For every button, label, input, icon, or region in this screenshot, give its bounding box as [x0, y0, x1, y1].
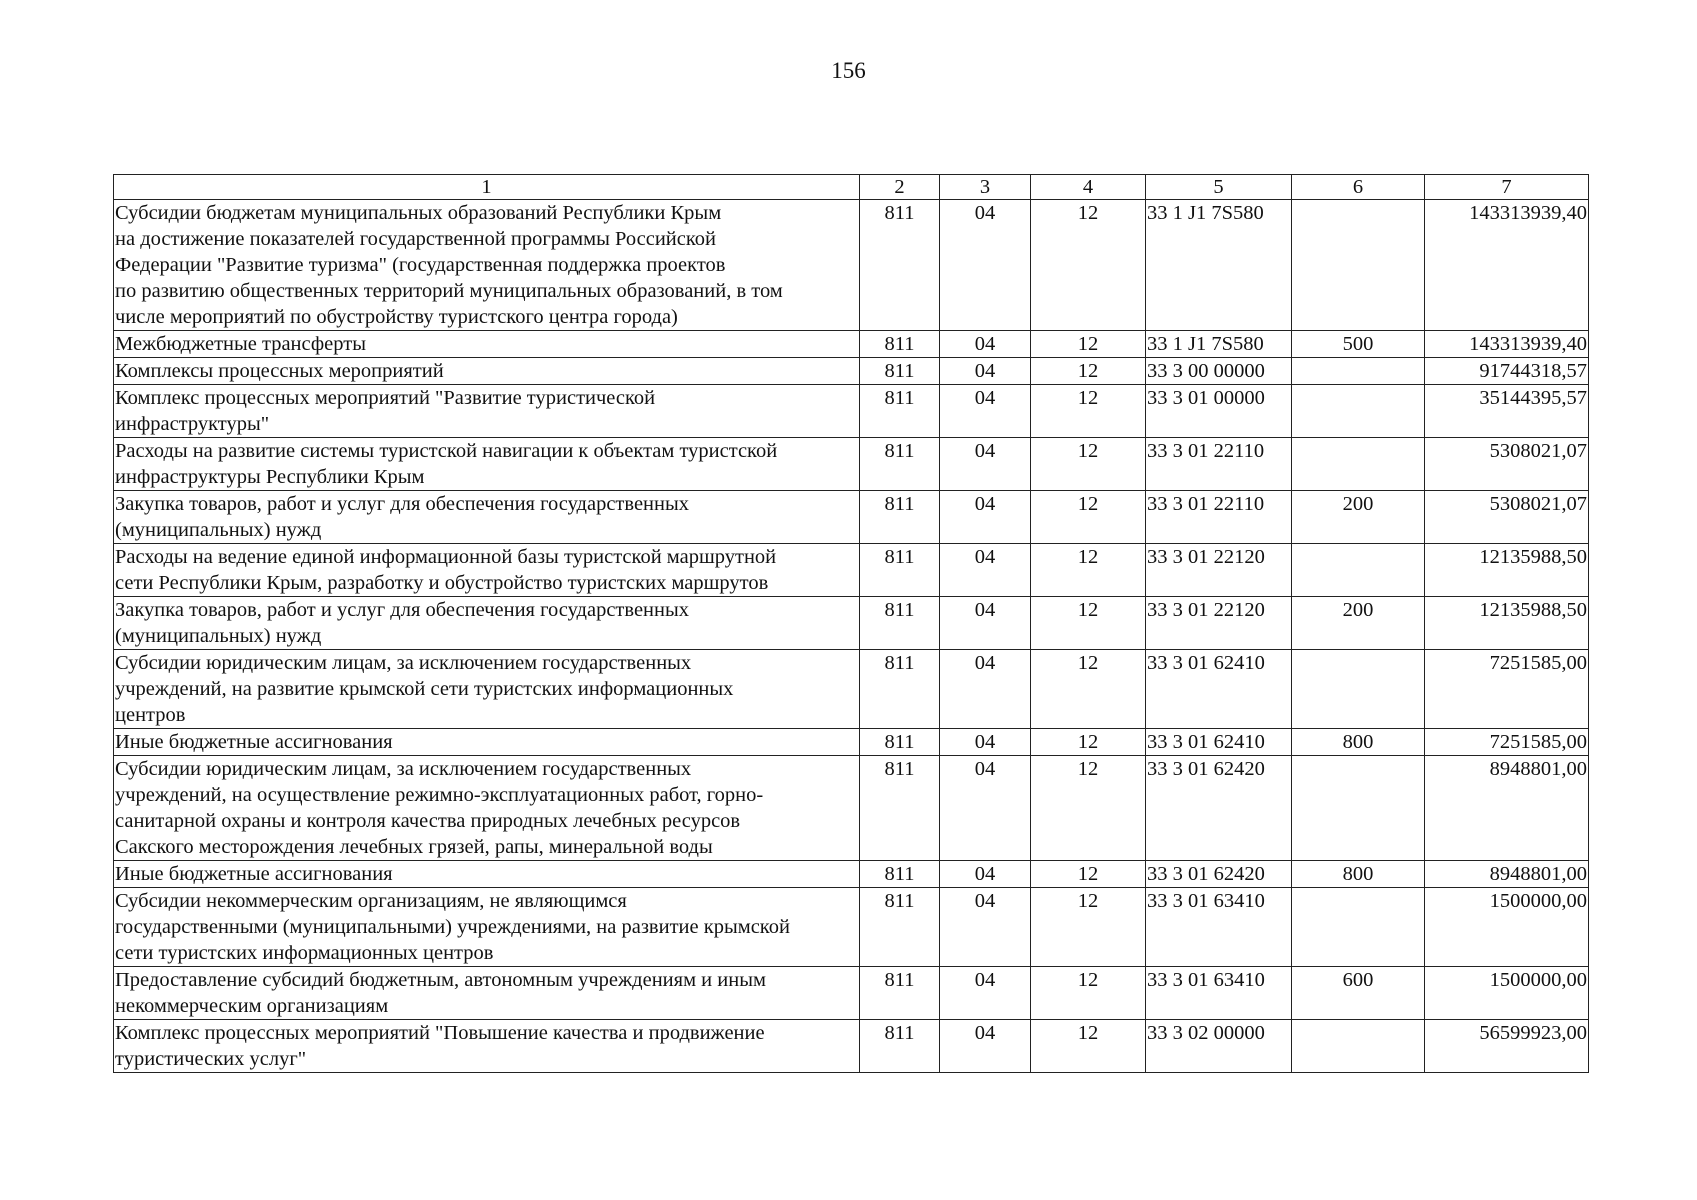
section-cell: 04	[940, 544, 1031, 597]
expense-type-cell	[1292, 200, 1425, 331]
subsection-cell: 12	[1031, 967, 1146, 1020]
expense-type-cell	[1292, 358, 1425, 385]
item-name-cell: Комплекс процессных мероприятий "Повышение качества и продвижение туристических услуг"	[114, 1020, 860, 1073]
target-article-cell: 33 3 01 62410	[1146, 650, 1292, 729]
section-cell: 04	[940, 967, 1031, 1020]
subsection-cell: 12	[1031, 888, 1146, 967]
subsection-cell: 12	[1031, 861, 1146, 888]
amount-cell: 7251585,00	[1425, 650, 1589, 729]
column-header: 5	[1146, 175, 1292, 200]
admin-code-cell: 811	[860, 385, 940, 438]
subsection-cell: 12	[1031, 385, 1146, 438]
target-article-cell: 33 1 J1 7S580	[1146, 200, 1292, 331]
column-header: 7	[1425, 175, 1589, 200]
column-header: 6	[1292, 175, 1425, 200]
amount-cell: 91744318,57	[1425, 358, 1589, 385]
target-article-cell: 33 3 01 22120	[1146, 544, 1292, 597]
item-name-cell: Комплекс процессных мероприятий "Развитие туристической инфраструктуры"	[114, 385, 860, 438]
target-article-cell: 33 3 01 62420	[1146, 861, 1292, 888]
subsection-cell: 12	[1031, 729, 1146, 756]
admin-code-cell: 811	[860, 544, 940, 597]
target-article-cell: 33 3 01 63410	[1146, 888, 1292, 967]
admin-code-cell: 811	[860, 200, 940, 331]
admin-code-cell: 811	[860, 861, 940, 888]
expense-type-cell	[1292, 888, 1425, 967]
section-cell: 04	[940, 385, 1031, 438]
item-name-cell: Иные бюджетные ассигнования	[114, 729, 860, 756]
section-cell: 04	[940, 200, 1031, 331]
expense-type-cell: 600	[1292, 967, 1425, 1020]
amount-cell: 12135988,50	[1425, 544, 1589, 597]
target-article-cell: 33 3 01 63410	[1146, 967, 1292, 1020]
admin-code-cell: 811	[860, 491, 940, 544]
table-row	[114, 491, 1589, 544]
admin-code-cell: 811	[860, 756, 940, 861]
item-name-cell: Субсидии юридическим лицам, за исключением государственных учреждений, на осуществление режимно-эксплуатационных работ, горно- санитарной охраны и контроля качества природных лечебных ресурсов Сакского месторождения лечебных грязей, рапы, минеральной воды	[114, 756, 860, 861]
section-cell: 04	[940, 1020, 1031, 1073]
section-cell: 04	[940, 756, 1031, 861]
section-cell: 04	[940, 491, 1031, 544]
table-row	[114, 888, 1589, 967]
amount-cell: 143313939,40	[1425, 331, 1589, 358]
target-article-cell: 33 3 01 62410	[1146, 729, 1292, 756]
expense-type-cell	[1292, 544, 1425, 597]
section-cell: 04	[940, 438, 1031, 491]
section-cell: 04	[940, 861, 1031, 888]
subsection-cell: 12	[1031, 544, 1146, 597]
expense-type-cell: 500	[1292, 331, 1425, 358]
section-cell: 04	[940, 650, 1031, 729]
subsection-cell: 12	[1031, 358, 1146, 385]
table-row	[114, 597, 1589, 650]
table-row	[114, 729, 1589, 756]
column-header: 2	[860, 175, 940, 200]
column-header: 3	[940, 175, 1031, 200]
subsection-cell: 12	[1031, 200, 1146, 331]
expense-type-cell	[1292, 438, 1425, 491]
budget-table	[113, 174, 1589, 1073]
expense-type-cell	[1292, 756, 1425, 861]
item-name-cell: Межбюджетные трансферты	[114, 331, 860, 358]
admin-code-cell: 811	[860, 438, 940, 491]
amount-cell: 8948801,00	[1425, 756, 1589, 861]
target-article-cell: 33 3 01 00000	[1146, 385, 1292, 438]
header-row	[114, 175, 1589, 200]
item-name-cell: Субсидии юридическим лицам, за исключением государственных учреждений, на развитие крымской сети туристских информационных центров	[114, 650, 860, 729]
table-row	[114, 861, 1589, 888]
item-name-cell: Закупка товаров, работ и услуг для обеспечения государственных (муниципальных) нужд	[114, 491, 860, 544]
target-article-cell: 33 3 02 00000	[1146, 1020, 1292, 1073]
amount-cell: 12135988,50	[1425, 597, 1589, 650]
target-article-cell: 33 3 01 22110	[1146, 491, 1292, 544]
table-row	[114, 1020, 1589, 1073]
item-name-cell: Иные бюджетные ассигнования	[114, 861, 860, 888]
item-name-cell: Субсидии некоммерческим организациям, не являющимся государственными (муниципальными) учреждениями, на развитие крымской сети туристских информационных центров	[114, 888, 860, 967]
item-name-cell: Расходы на развитие системы туристской навигации к объектам туристской инфраструктуры Республики Крым	[114, 438, 860, 491]
subsection-cell: 12	[1031, 491, 1146, 544]
amount-cell: 1500000,00	[1425, 967, 1589, 1020]
section-cell: 04	[940, 888, 1031, 967]
item-name-cell: Предоставление субсидий бюджетным, автономным учреждениям и иным некоммерческим организациям	[114, 967, 860, 1020]
page-number: 156	[831, 58, 866, 83]
section-cell: 04	[940, 729, 1031, 756]
amount-cell: 1500000,00	[1425, 888, 1589, 967]
subsection-cell: 12	[1031, 331, 1146, 358]
table-row	[114, 200, 1589, 331]
expense-type-cell: 800	[1292, 729, 1425, 756]
table-row	[114, 650, 1589, 729]
subsection-cell: 12	[1031, 1020, 1146, 1073]
expense-type-cell	[1292, 650, 1425, 729]
section-cell: 04	[940, 358, 1031, 385]
table-row	[114, 756, 1589, 861]
amount-cell: 143313939,40	[1425, 200, 1589, 331]
table-row	[114, 331, 1589, 358]
table-row	[114, 358, 1589, 385]
column-header: 4	[1031, 175, 1146, 200]
table-row	[114, 438, 1589, 491]
target-article-cell: 33 3 01 62420	[1146, 756, 1292, 861]
item-name-cell: Комплексы процессных мероприятий	[114, 358, 860, 385]
subsection-cell: 12	[1031, 650, 1146, 729]
amount-cell: 8948801,00	[1425, 861, 1589, 888]
amount-cell: 35144395,57	[1425, 385, 1589, 438]
section-cell: 04	[940, 597, 1031, 650]
expense-type-cell	[1292, 385, 1425, 438]
table-row	[114, 967, 1589, 1020]
item-name-cell: Расходы на ведение единой информационной базы туристской маршрутной сети Республики Крым, разработку и обустройство туристских маршрутов	[114, 544, 860, 597]
admin-code-cell: 811	[860, 967, 940, 1020]
amount-cell: 5308021,07	[1425, 491, 1589, 544]
admin-code-cell: 811	[860, 597, 940, 650]
table-header	[114, 175, 1589, 200]
item-name-cell: Субсидии бюджетам муниципальных образований Республики Крым на достижение показателей государственной программы Российской Федерации "Развитие туризма" (государственная поддержка проектов по развитию общественных территорий муниципальных образований, в том числе мероприятий по обустройству туристского центра города)	[114, 200, 860, 331]
target-article-cell: 33 3 00 00000	[1146, 358, 1292, 385]
subsection-cell: 12	[1031, 597, 1146, 650]
table-row	[114, 544, 1589, 597]
target-article-cell: 33 3 01 22120	[1146, 597, 1292, 650]
column-header: 1	[114, 175, 860, 200]
subsection-cell: 12	[1031, 438, 1146, 491]
expense-type-cell	[1292, 1020, 1425, 1073]
section-cell: 04	[940, 331, 1031, 358]
expense-type-cell: 200	[1292, 597, 1425, 650]
admin-code-cell: 811	[860, 888, 940, 967]
admin-code-cell: 811	[860, 1020, 940, 1073]
admin-code-cell: 811	[860, 358, 940, 385]
admin-code-cell: 811	[860, 650, 940, 729]
subsection-cell: 12	[1031, 756, 1146, 861]
item-name-cell: Закупка товаров, работ и услуг для обеспечения государственных (муниципальных) нужд	[114, 597, 860, 650]
admin-code-cell: 811	[860, 331, 940, 358]
expense-type-cell: 200	[1292, 491, 1425, 544]
admin-code-cell: 811	[860, 729, 940, 756]
table-row	[114, 385, 1589, 438]
target-article-cell: 33 3 01 22110	[1146, 438, 1292, 491]
table-body	[114, 200, 1589, 1073]
expense-type-cell: 800	[1292, 861, 1425, 888]
amount-cell: 56599923,00	[1425, 1020, 1589, 1073]
amount-cell: 5308021,07	[1425, 438, 1589, 491]
target-article-cell: 33 1 J1 7S580	[1146, 331, 1292, 358]
amount-cell: 7251585,00	[1425, 729, 1589, 756]
